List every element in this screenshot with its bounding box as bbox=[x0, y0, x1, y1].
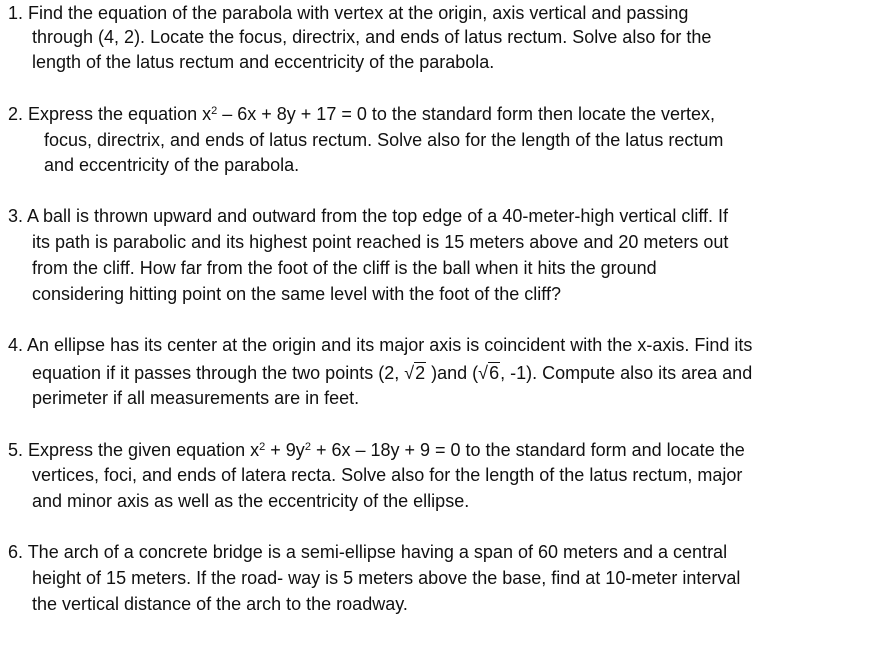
problem-2-text-a: 2. Express the equation x bbox=[8, 104, 212, 124]
sqrt-6-expression bbox=[478, 360, 500, 386]
problem-2-line-2: focus, directrix, and ends of latus rectum. Solve also for the length of the latus rectum bbox=[44, 130, 724, 150]
problem-4-text-b: )and ( bbox=[426, 363, 479, 383]
problem-3-line-2: its path is parabolic and its highest point reached is 15 meters above and 20 meters out bbox=[32, 232, 729, 252]
problem-2-line-1 bbox=[8, 101, 715, 127]
sqrt-symbol: √ bbox=[404, 363, 415, 383]
problem-3-line-4: considering hitting point on the same level with the foot of the cliff? bbox=[32, 284, 561, 304]
problem-3-line-3: from the cliff. How far from the foot of the cliff is the ball when it hits the ground bbox=[32, 258, 657, 278]
sqrt-symbol: √ bbox=[478, 363, 489, 383]
problem-4-line-2 bbox=[32, 360, 752, 386]
problem-5-exponent-1: 2 bbox=[259, 441, 266, 453]
problem-6-line-3: the vertical distance of the arch to the roadway. bbox=[32, 594, 408, 614]
problem-5-line-3: and minor axis as well as the eccentricity of the ellipse. bbox=[32, 491, 470, 511]
problem-4-text-a: equation if it passes through the two points (2, bbox=[32, 363, 405, 383]
problem-2-text-b: – 6x + 8y + 17 = 0 to the standard form then locate the vertex, bbox=[217, 104, 716, 124]
problem-3-line-1: 3. A ball is thrown upward and outward from the top edge of a 40-meter-high vertical cliff. If bbox=[8, 206, 729, 226]
problem-5-text-a: 5. Express the given equation x bbox=[8, 440, 260, 460]
problem-1-line-1: 1. Find the equation of the parabola with vertex at the origin, axis vertical and passing bbox=[8, 3, 689, 23]
sqrt-radicand: 6 bbox=[489, 363, 500, 383]
problem-4-line-1: 4. An ellipse has its center at the origin and its major axis is coincident with the x-axis. Find its bbox=[8, 335, 753, 355]
problem-2-line-3: and eccentricity of the parabola. bbox=[44, 155, 300, 175]
problem-6-line-1: 6. The arch of a concrete bridge is a semi-ellipse having a span of 60 meters and a central bbox=[8, 542, 728, 562]
problem-1-line-3: length of the latus rectum and eccentricity of the parabola. bbox=[32, 52, 495, 72]
sqrt-2-expression bbox=[404, 360, 426, 386]
problem-5-exponent-2: 2 bbox=[304, 441, 311, 453]
problem-4-text-c: , -1). Compute also its area and bbox=[500, 363, 753, 383]
problem-5-line-1 bbox=[8, 437, 745, 463]
problem-5-text-b: + 9y bbox=[265, 440, 305, 460]
problem-5-line-2: vertices, foci, and ends of latera recta. Solve also for the length of the latus rectum, major bbox=[32, 465, 743, 485]
sqrt-radicand: 2 bbox=[415, 363, 426, 383]
problem-6-line-2: height of 15 meters. If the road- way is 5 meters above the base, find at 10-meter interval bbox=[32, 568, 741, 588]
problem-5-text-c: + 6x – 18y + 9 = 0 to the standard form and locate the bbox=[310, 440, 745, 460]
problem-1-line-2: through (4, 2). Locate the focus, directrix, and ends of latus rectum. Solve also for the bbox=[32, 27, 712, 47]
problem-2-exponent: 2 bbox=[211, 105, 218, 117]
problem-4-line-3: perimeter if all measurements are in feet. bbox=[32, 388, 360, 408]
